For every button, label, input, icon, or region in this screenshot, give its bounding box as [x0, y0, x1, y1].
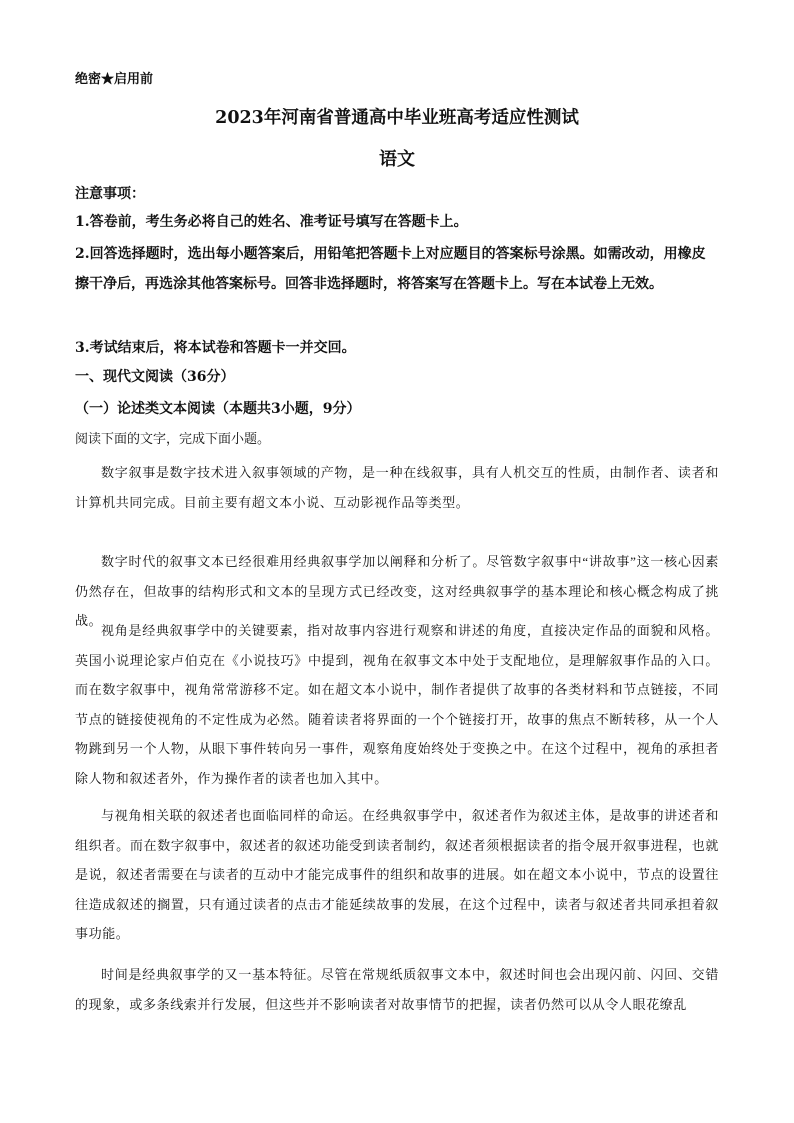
exam-title: 2023年河南省普通高中毕业班高考适应性测试 — [215, 108, 579, 128]
confidential-label: 绝密★启用前 — [75, 72, 154, 87]
passage-paragraph: 视角是经典叙事学中的关键要素，指对故事内容进行观察和讲述的角度，直接决定作品的面貌和风格。英国小说理论家卢伯克在《小说技巧》中提到，视角在叙事文本中处于支配地位，是理解叙事作品的入口。而在数字叙事中，视角常常游移不定。如在超文本小说中，制作者提供了故事的各类材料和节点链接，不同节点的链接使视角的不定性成为必然。随着读者将界面的一个个链接打开，故事的焦点不断转移，从一个人物跳到另一个人物，从眼下事件转向另一事件，观察角度始终处于变换之中。在这个过程中，视角的承担者除人物和叙述者外，作为操作者的读者也加入其中。 — [75, 623, 719, 786]
passage-paragraph: 数字叙事是数字技术进入叙事领域的产物，是一种在线叙事，具有人机交互的性质，由制作者、读者和计算机共同完成。目前主要有超文本小说、互动影视作品等类型。 — [75, 465, 719, 510]
passage-paragraph: 时间是经典叙事学的又一基本特征。尽管在常规纸质叙事文本中，叙述时间也会出现闪前、闪回、交错的现象，或多条线索并行发展，但这些并不影响读者对故事情节的把握，读者仍然可以从令人眼花缭乱 — [75, 967, 719, 1012]
subsection-title: （一）论述类文本阅读（本题共3小题，9分） — [75, 401, 361, 417]
notice-item: 1.答卷前，考生务必将自己的姓名、准考证号填写在答题卡上。 — [75, 214, 468, 230]
notice-item: 2.回答选择题时，选出每小题答案后，用铅笔把答题卡上对应题目的答案标号涂黑。如需改动，用橡皮擦干净后，再选涂其他答案标号。回答非选择题时，将答案写在答题卡上。写在本试卷上无效。 — [75, 246, 706, 292]
passage-paragraph: 数字时代的叙事文本已经很难用经典叙事学加以阐释和分析了。尽管数字叙事中“讲故事”这一核心因素仍然存在，但故事的结构形式和文本的呈现方式已经改变，这对经典叙事学的基本理论和核心概念构成了挑战。 — [75, 554, 719, 628]
notice-item: 3.考试结束后，将本试卷和答题卡一并交回。 — [75, 340, 356, 356]
passage-paragraph: 与视角相关联的叙述者也面临同样的命运。在经典叙事学中，叙述者作为叙述主体，是故事的讲述者和组织者。而在数字叙事中，叙述者的叙述功能受到读者制约，叙述者须根据读者的指令展开叙事进程，也就是说，叙述者需要在与读者的互动中才能完成事件的组织和故事的进展。如在超文本小说中，节点的设置往往造成叙述的搁置，只有通过读者的点击才能延续故事的发展，在这个过程中，读者与叙述者共同承担着叙事功能。 — [75, 808, 719, 941]
reading-instruction: 阅读下面的文字，完成下面小题。 — [75, 432, 271, 447]
subject-title: 语文 — [379, 149, 415, 170]
notice-heading: 注意事项： — [75, 186, 145, 202]
section-title: 一、现代文阅读（36分） — [75, 369, 235, 385]
